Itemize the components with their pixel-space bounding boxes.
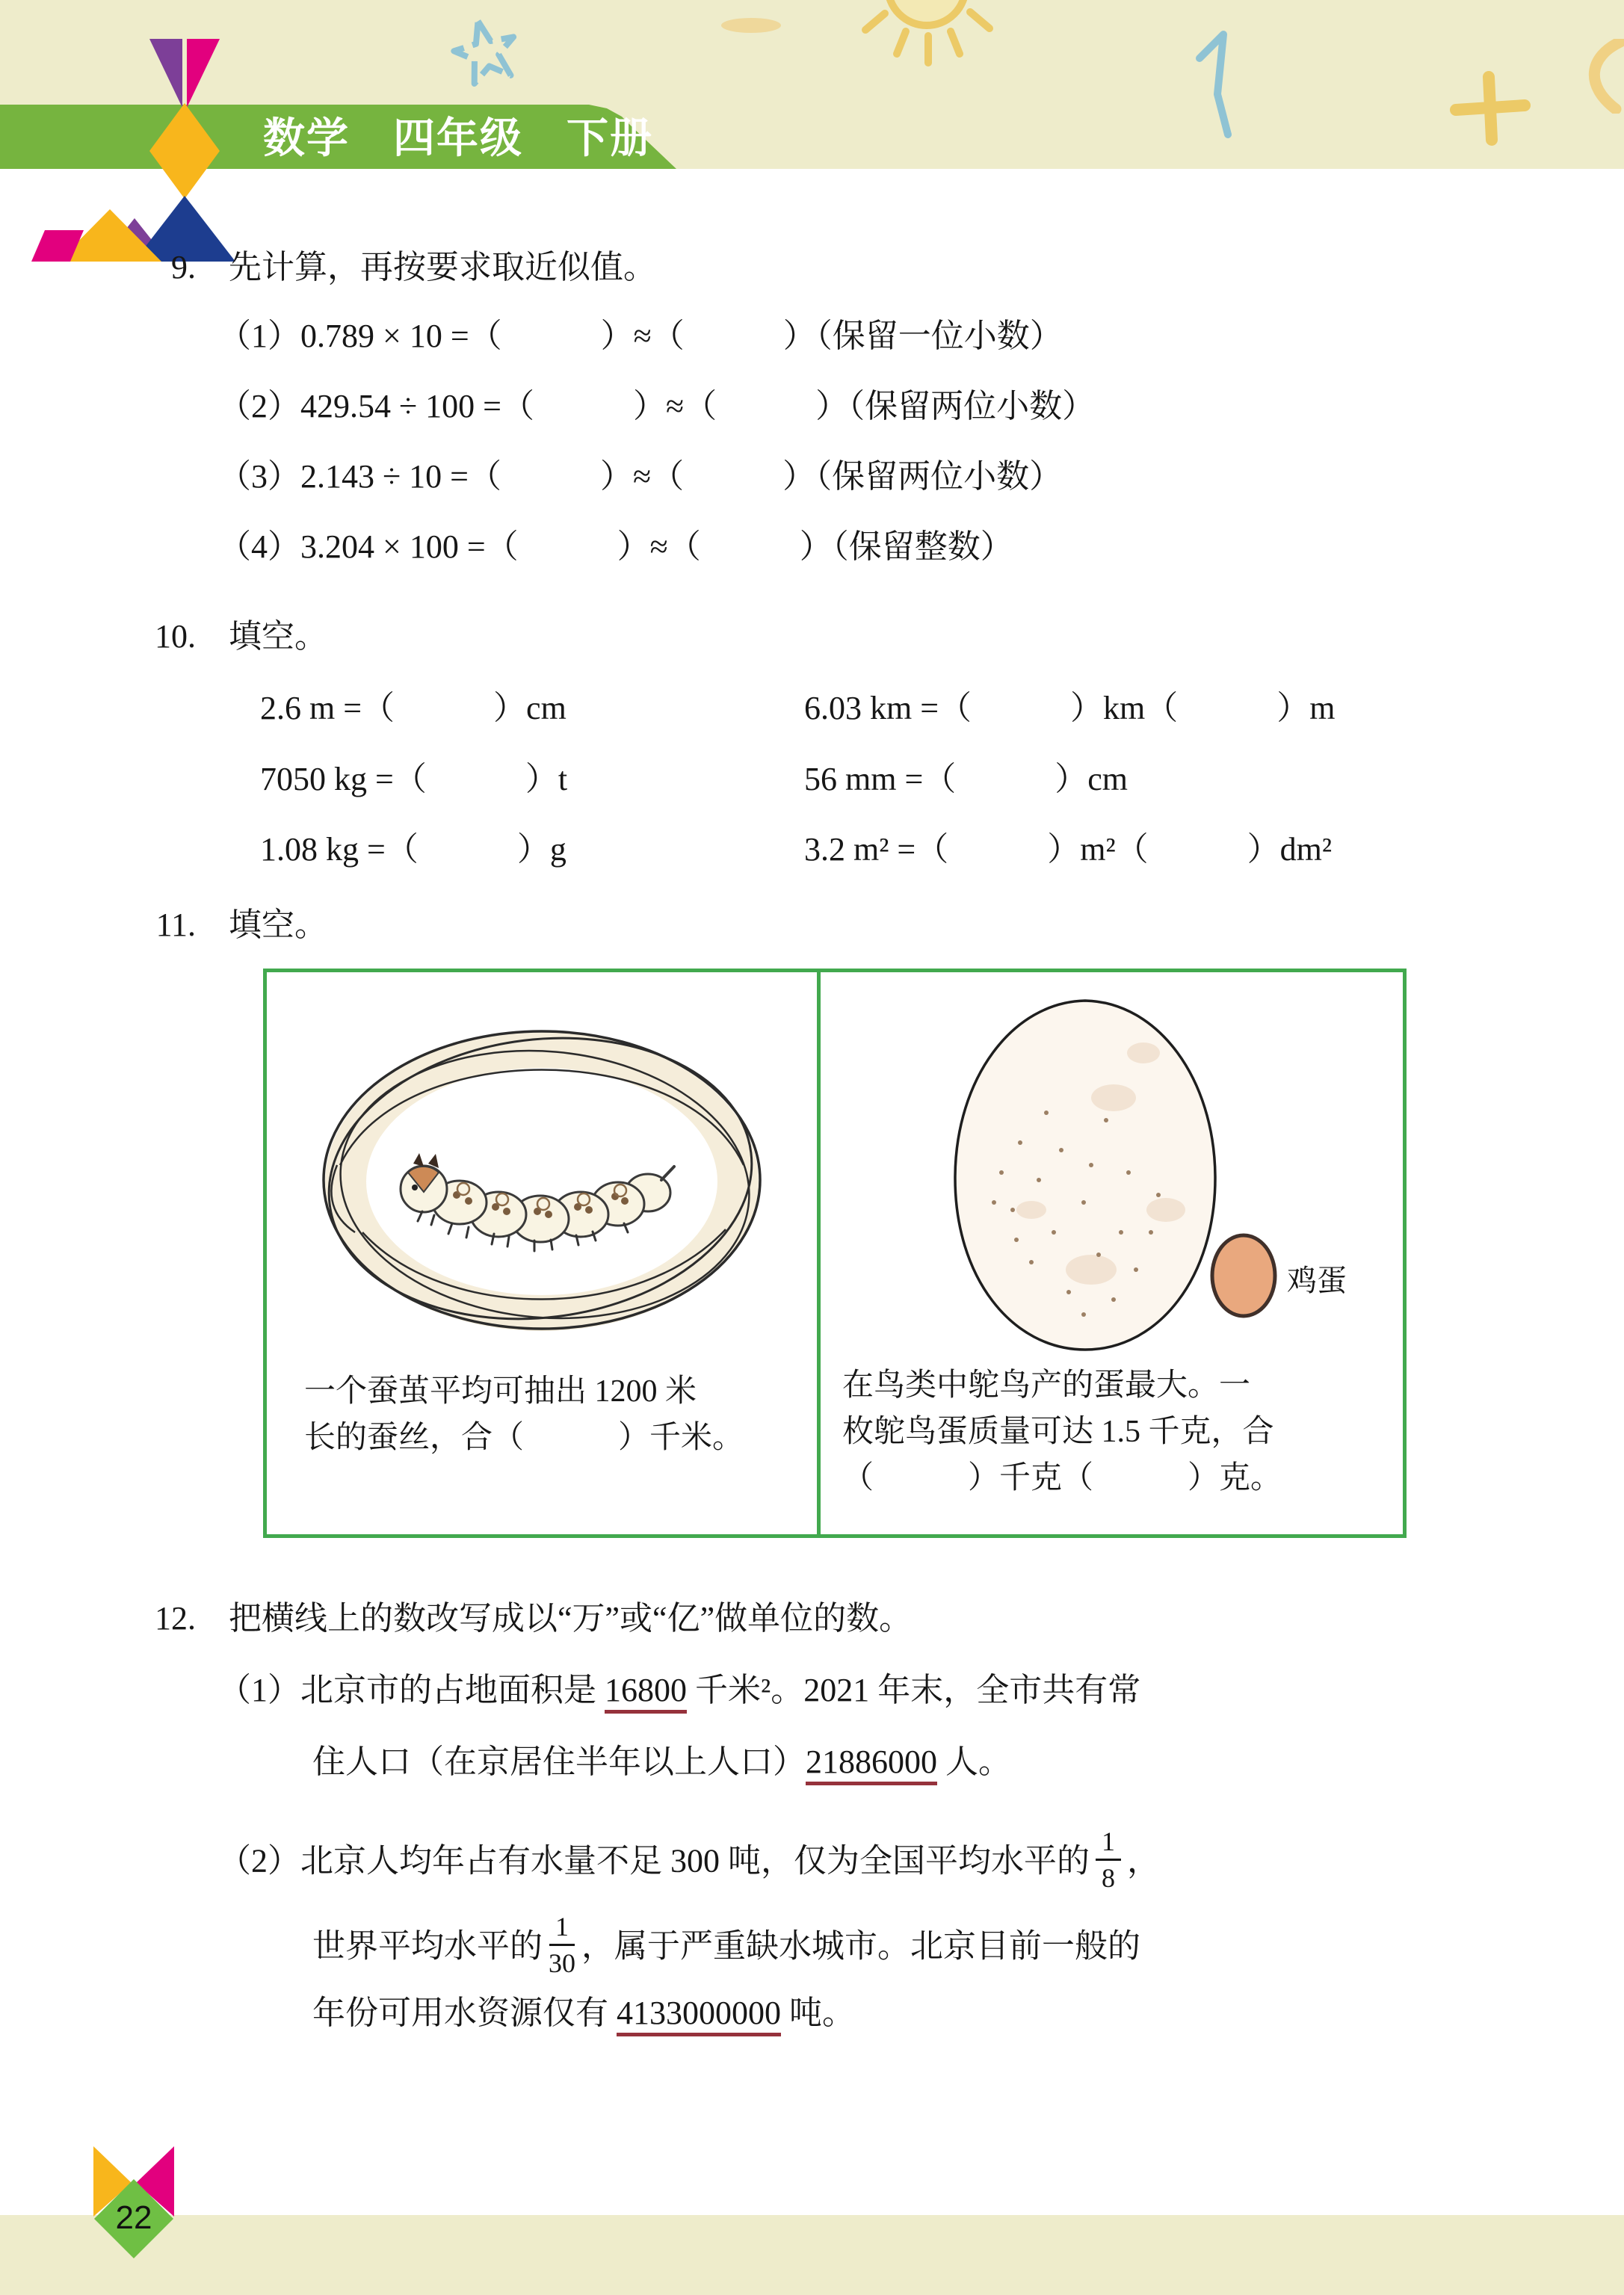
item-label: （1）	[218, 1672, 300, 1708]
chicken-egg-label: 鸡蛋	[1287, 1264, 1347, 1297]
arc-doodle-icon	[1578, 39, 1624, 114]
problem-9-item-3: （3）2.143 ÷ 10 =（ ）≈（ ）（保留两位小数）	[218, 458, 1063, 495]
text-run: 年份可用水资源仅有	[312, 1995, 617, 2031]
text-run: 千米²。2021 年末，全市共有常	[687, 1672, 1141, 1708]
figure-box-divider	[817, 972, 821, 1534]
text-run: ，	[1127, 1842, 1160, 1879]
bottom-cream-band	[0, 2215, 1624, 2295]
problem-10-title	[142, 617, 327, 656]
problem-11-figure-box	[263, 969, 1407, 1538]
chicken-egg-icon	[1212, 1235, 1275, 1316]
problem-9-item-4: （4）3.204 × 100 =（ ）≈（ ）（保留整数）	[218, 528, 1013, 565]
problem-number: 12.	[155, 1600, 196, 1637]
p10-row2-left: 7050 kg =（ ）t	[260, 761, 568, 797]
problem-9-item-1: （1）0.789 × 10 =（ ）≈（ ）（保留一位小数）	[218, 318, 1063, 354]
problem-title-text: 填空。	[229, 618, 327, 655]
underlined-number: 4133000000	[617, 1995, 781, 2036]
p10-row2-right: 56 mm =（ ）cm	[804, 761, 1129, 797]
problem-number: 11.	[155, 906, 196, 943]
underlined-number: 21886000	[806, 1743, 937, 1785]
ostrich-egg-illustration	[919, 986, 1412, 1389]
p12-item2-line3	[312, 1994, 855, 2033]
page-number: 22	[115, 2199, 152, 2236]
cocoon-caption-line1: 一个蚕茧平均可抽出 1200 米	[304, 1374, 697, 1409]
problem-9-title	[142, 248, 656, 287]
text-run: ，属于严重缺水城市。北京目前一般的	[581, 1927, 1140, 1965]
problem-9-item-2: （2）429.54 ÷ 100 =（ ）≈（ ）（保留两位小数）	[218, 388, 1096, 424]
text-run: 北京市的占地面积是	[300, 1672, 605, 1708]
fraction-one-thirtieth: $\frac{1}{30}$	[549, 1912, 575, 1978]
problem-title-text: 填空。	[229, 906, 327, 943]
silkworm-cocoon-illustration	[310, 1008, 775, 1359]
book-logo-icon	[22, 39, 262, 263]
p12-item2-line2	[312, 1912, 1140, 1981]
egg-caption-line1: 在鸟类中鸵鸟产的蛋最大。一	[842, 1368, 1251, 1403]
text-run: 世界平均水平的	[312, 1927, 543, 1965]
squiggle-one-doodle-icon	[1192, 22, 1244, 142]
p10-row1-right: 6.03 km =（ ）km（ ）m	[804, 690, 1336, 726]
underlined-number: 16800	[605, 1672, 687, 1714]
problem-title-text: 把横线上的数改写成以“万”或“亿”做单位的数。	[229, 1600, 913, 1637]
problem-number: 9.	[171, 249, 196, 285]
problem-12-title	[142, 1599, 912, 1638]
p10-row3-left: 1.08 kg =（ ）g	[260, 831, 566, 868]
cross-doodle-icon	[1450, 71, 1532, 146]
problem-number: 10.	[155, 618, 196, 655]
problem-11-title	[142, 906, 327, 945]
banner-title: 数学 四年级 下册	[263, 114, 653, 161]
smudge-doodle-icon	[717, 13, 785, 40]
p12-item1-line1	[218, 1671, 1140, 1710]
text-run: 人。	[937, 1743, 1011, 1780]
item-label: （2）	[218, 1842, 300, 1879]
p10-row1-left: 2.6 m =（ ）cm	[260, 690, 566, 726]
sun-doodle-icon	[837, 0, 1016, 82]
text-run: 住人口（在京居住半年以上人口）	[312, 1743, 806, 1780]
egg-caption-line2: 枚鸵鸟蛋质量可达 1.5 千克，合	[842, 1415, 1274, 1449]
star-doodle-icon	[448, 11, 523, 90]
p12-item2-line1	[218, 1826, 1160, 1896]
fraction-one-eighth: $\frac{1}{8}$	[1096, 1828, 1121, 1891]
p12-item1-line2	[312, 1743, 1011, 1782]
egg-caption-line3: （ ）千克（ ）克。	[842, 1461, 1282, 1495]
footer-logo-icon	[90, 2136, 178, 2258]
problem-title-text: 先计算，再按要求取近似值。	[229, 249, 656, 285]
cocoon-caption-line2: 长的蚕丝，合（ ）千米。	[304, 1421, 744, 1455]
text-run: 吨。	[781, 1995, 855, 2031]
p10-row3-right: 3.2 m² =（ ）m²（ ）dm²	[804, 831, 1333, 868]
text-run: 北京人均年占有水量不足 300 吨，仅为全国平均水平的	[300, 1842, 1090, 1879]
